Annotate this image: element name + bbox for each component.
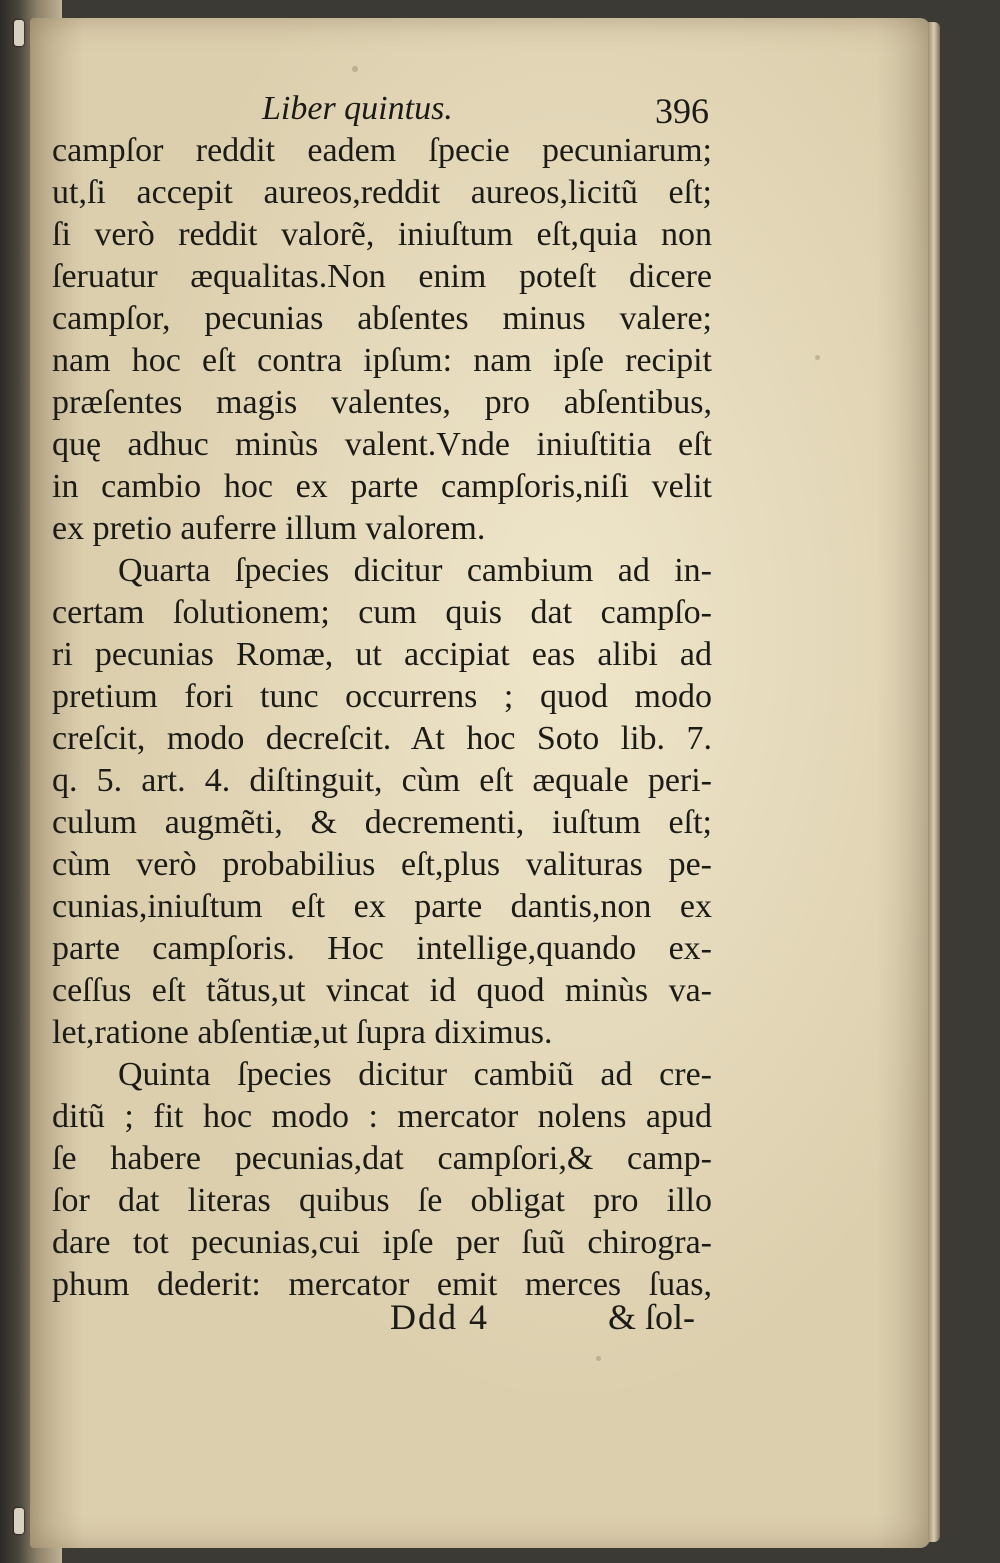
binding-stitch [14,20,24,46]
text-line: parte campſoris. Hoc intellige,quando ex- [52,930,712,967]
text-line: dare tot pecunias,cui ipſe per ſuũ chirogra- [52,1224,712,1261]
text-line: in cambio hoc ex parte campſoris,niſi velit [52,468,712,505]
signature-mark: Ddd 4 [390,1297,489,1337]
text-line: campſor reddit eadem ſpecie pecuniarum; [52,132,712,169]
foxing-spot [815,355,820,360]
text-line: ri pecunias Romæ, ut accipiat eas alibi ad [52,636,712,673]
text-line: ſor dat literas quibus ſe obligat pro illo [52,1182,712,1219]
text-line: ſe habere pecunias,dat campſori,& camp- [52,1140,712,1177]
page-footer [0,1296,1000,1344]
text-line: præſentes magis valentes, pro abſentibus, [52,384,712,421]
text-line: ut,ſi accepit aureos,reddit aureos,licitũ eſt; [52,174,712,211]
text-line: let,ratione abſentiæ,ut ſupra diximus. [52,1014,553,1051]
text-line: campſor, pecunias abſentes minus valere; [52,300,712,337]
text-line: phum dederit: mercator emit merces ſuas, [52,1266,712,1303]
text-line: ſi verò reddit valorẽ, iniuſtum eſt,quia non [52,216,712,253]
body-text [52,130,712,1306]
catchword: & ſol- [608,1297,695,1337]
text-line: ex pretio auferre illum valorem. [52,510,486,547]
text-line: certam ſolutionem; cum quis dat campſo- [52,594,712,631]
paragraph-start-line: Quinta ſpecies dicitur cambiũ ad cre- [118,1056,712,1093]
text-line: creſcit, modo decreſcit. At hoc Soto lib. 7. [52,720,712,757]
foxing-spot [352,66,358,72]
text-line: cunias,iniuſtum eſt ex parte dantis,non ex [52,888,712,925]
binding-stitch [14,1508,24,1534]
text-line: ſeruatur æqualitas.Non enim poteſt dicere [52,258,712,295]
running-head [0,90,1000,134]
text-line: quę adhuc minùs valent.Vnde iniuſtitia eſt [52,426,712,463]
text-line: ditũ ; fit hoc modo : mercator nolens apud [52,1098,712,1135]
text-line: q. 5. art. 4. diſtinguit, cùm eſt æquale peri- [52,762,712,799]
text-line: cùm verò probabilius eſt,plus valituras pe- [52,846,712,883]
paragraph-start-line: Quarta ſpecies dicitur cambium ad in- [118,552,712,589]
running-title: Liber quintus. [262,90,453,127]
text-line: nam hoc eſt contra ipſum: nam ipſe recipit [52,342,712,379]
page-number: 396 [655,91,709,131]
text-line: pretium fori tunc occurrens ; quod modo [52,678,712,715]
text-line: culum augmẽti, & decrementi, iuſtum eſt; [52,804,712,841]
text-line: ceſſus eſt tãtus,ut vincat id quod minùs va- [52,972,712,1009]
foxing-spot [596,1356,601,1361]
